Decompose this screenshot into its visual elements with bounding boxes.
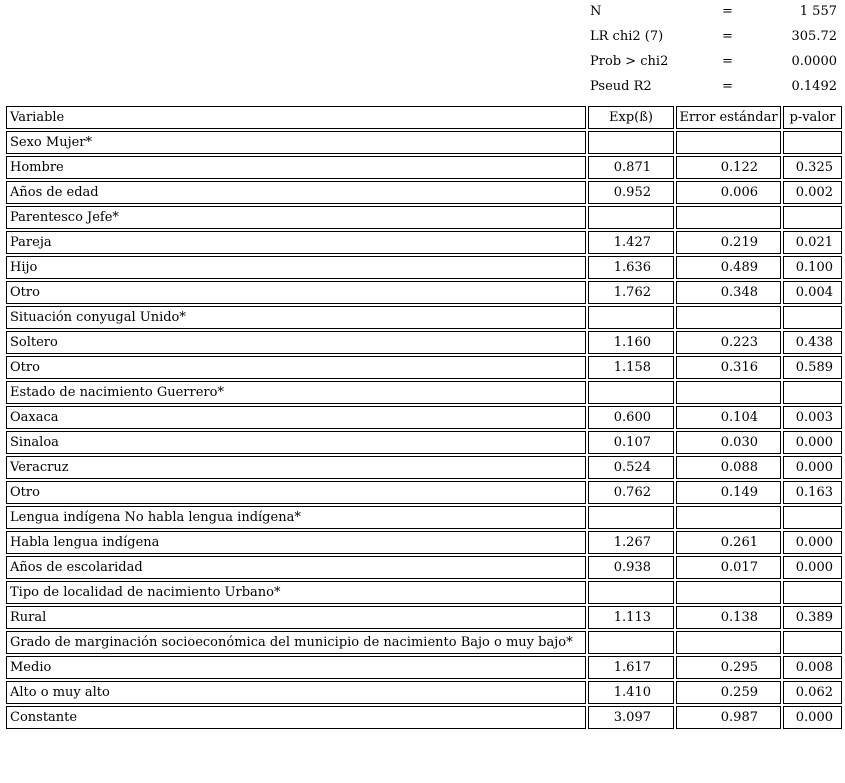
p-value-cell: 0.000 xyxy=(783,556,842,579)
stat-equals-sign: = xyxy=(722,4,733,19)
standard-error-cell: 0.295 xyxy=(676,656,781,679)
group-label: Grado de marginación socioeconómica del municipio de nacimiento Bajo o muy bajo* xyxy=(6,631,586,654)
p-value-cell: 0.438 xyxy=(783,331,842,354)
variable-label: Otro xyxy=(6,356,586,379)
exp-beta-cell xyxy=(588,306,674,329)
table-row xyxy=(6,456,842,479)
p-value-cell xyxy=(783,306,842,329)
group-label: Tipo de localidad de nacimiento Urbano* xyxy=(6,581,586,604)
standard-error-cell: 0.088 xyxy=(676,456,781,479)
stat-row xyxy=(0,50,845,75)
table-group-row xyxy=(6,306,842,329)
p-value-cell: 0.002 xyxy=(783,181,842,204)
exp-beta-cell: 1.427 xyxy=(588,231,674,254)
exp-beta-cell xyxy=(588,506,674,529)
standard-error-cell xyxy=(676,381,781,404)
table-row xyxy=(6,356,842,379)
p-value-cell: 0.589 xyxy=(783,356,842,379)
standard-error-cell xyxy=(676,306,781,329)
regression-table xyxy=(4,104,844,731)
variable-label: Hijo xyxy=(6,256,586,279)
stat-value: 0.0000 xyxy=(791,54,837,69)
table-row xyxy=(6,556,842,579)
exp-beta-cell: 1.160 xyxy=(588,331,674,354)
group-label: Estado de nacimiento Guerrero* xyxy=(6,381,586,404)
p-value-cell: 0.008 xyxy=(783,656,842,679)
header-exp-beta: Exp(ß) xyxy=(588,106,674,129)
exp-beta-cell: 1.617 xyxy=(588,656,674,679)
exp-beta-cell: 1.636 xyxy=(588,256,674,279)
table-row xyxy=(6,181,842,204)
standard-error-cell: 0.348 xyxy=(676,281,781,304)
table-group-row xyxy=(6,381,842,404)
exp-beta-cell: 1.158 xyxy=(588,356,674,379)
table-row xyxy=(6,656,842,679)
exp-beta-cell: 0.524 xyxy=(588,456,674,479)
table-row xyxy=(6,406,842,429)
standard-error-cell: 0.030 xyxy=(676,431,781,454)
standard-error-cell xyxy=(676,506,781,529)
table-row xyxy=(6,531,842,554)
table-row xyxy=(6,481,842,504)
table-row xyxy=(6,156,842,179)
p-value-cell: 0.062 xyxy=(783,681,842,704)
exp-beta-cell: 0.952 xyxy=(588,181,674,204)
table-group-row xyxy=(6,206,842,229)
group-label: Parentesco Jefe* xyxy=(6,206,586,229)
variable-label: Soltero xyxy=(6,331,586,354)
variable-label: Habla lengua indígena xyxy=(6,531,586,554)
table-row xyxy=(6,706,842,729)
stat-row xyxy=(0,25,845,50)
variable-label: Pareja xyxy=(6,231,586,254)
variable-label: Veracruz xyxy=(6,456,586,479)
header-standard-error: Error estándar xyxy=(676,106,781,129)
standard-error-cell: 0.261 xyxy=(676,531,781,554)
table-row xyxy=(6,231,842,254)
p-value-cell xyxy=(783,206,842,229)
table-group-row xyxy=(6,581,842,604)
p-value-cell: 0.004 xyxy=(783,281,842,304)
table-group-row xyxy=(6,131,842,154)
p-value-cell: 0.100 xyxy=(783,256,842,279)
table-header-row xyxy=(6,106,842,129)
variable-label: Años de edad xyxy=(6,181,586,204)
variable-label: Medio xyxy=(6,656,586,679)
exp-beta-cell: 3.097 xyxy=(588,706,674,729)
stat-value: 305.72 xyxy=(791,29,837,44)
standard-error-cell: 0.223 xyxy=(676,331,781,354)
variable-label: Sinaloa xyxy=(6,431,586,454)
standard-error-cell: 0.219 xyxy=(676,231,781,254)
p-value-cell: 0.000 xyxy=(783,531,842,554)
standard-error-cell xyxy=(676,581,781,604)
group-label: Sexo Mujer* xyxy=(6,131,586,154)
p-value-cell: 0.325 xyxy=(783,156,842,179)
stat-row xyxy=(0,75,845,100)
p-value-cell xyxy=(783,381,842,404)
standard-error-cell: 0.489 xyxy=(676,256,781,279)
table-row xyxy=(6,281,842,304)
stat-equals-sign: = xyxy=(722,54,733,69)
variable-label: Rural xyxy=(6,606,586,629)
table-body xyxy=(6,131,842,729)
exp-beta-cell xyxy=(588,206,674,229)
variable-label: Otro xyxy=(6,281,586,304)
standard-error-cell: 0.149 xyxy=(676,481,781,504)
stat-label: Pseud R2 xyxy=(590,79,652,94)
standard-error-cell: 0.987 xyxy=(676,706,781,729)
stat-equals-sign: = xyxy=(722,29,733,44)
p-value-cell: 0.021 xyxy=(783,231,842,254)
variable-label: Hombre xyxy=(6,156,586,179)
header-p-value: p-valor xyxy=(783,106,842,129)
standard-error-cell xyxy=(676,206,781,229)
stat-equals-sign: = xyxy=(722,79,733,94)
exp-beta-cell: 0.107 xyxy=(588,431,674,454)
stat-value: 1 557 xyxy=(799,4,837,19)
table-group-row xyxy=(6,631,842,654)
exp-beta-cell xyxy=(588,581,674,604)
exp-beta-cell xyxy=(588,131,674,154)
variable-label: Constante xyxy=(6,706,586,729)
stat-row xyxy=(0,0,845,25)
group-label: Situación conyugal Unido* xyxy=(6,306,586,329)
standard-error-cell: 0.017 xyxy=(676,556,781,579)
standard-error-cell: 0.259 xyxy=(676,681,781,704)
table-group-row xyxy=(6,506,842,529)
exp-beta-cell: 1.267 xyxy=(588,531,674,554)
standard-error-cell xyxy=(676,131,781,154)
exp-beta-cell: 1.410 xyxy=(588,681,674,704)
variable-label: Alto o muy alto xyxy=(6,681,586,704)
p-value-cell xyxy=(783,131,842,154)
table-row xyxy=(6,606,842,629)
p-value-cell: 0.000 xyxy=(783,431,842,454)
p-value-cell: 0.389 xyxy=(783,606,842,629)
exp-beta-cell xyxy=(588,381,674,404)
standard-error-cell: 0.122 xyxy=(676,156,781,179)
p-value-cell xyxy=(783,506,842,529)
exp-beta-cell: 1.762 xyxy=(588,281,674,304)
table-row xyxy=(6,331,842,354)
group-label: Lengua indígena No habla lengua indígena* xyxy=(6,506,586,529)
standard-error-cell: 0.006 xyxy=(676,181,781,204)
exp-beta-cell: 0.762 xyxy=(588,481,674,504)
p-value-cell: 0.003 xyxy=(783,406,842,429)
exp-beta-cell xyxy=(588,631,674,654)
p-value-cell xyxy=(783,581,842,604)
standard-error-cell: 0.104 xyxy=(676,406,781,429)
stat-label: N xyxy=(590,4,602,19)
p-value-cell: 0.163 xyxy=(783,481,842,504)
variable-label: Años de escolaridad xyxy=(6,556,586,579)
p-value-cell: 0.000 xyxy=(783,706,842,729)
stat-value: 0.1492 xyxy=(791,79,837,94)
standard-error-cell xyxy=(676,631,781,654)
stat-label: LR chi2 (7) xyxy=(590,29,664,44)
table-row xyxy=(6,431,842,454)
p-value-cell xyxy=(783,631,842,654)
variable-label: Oaxaca xyxy=(6,406,586,429)
table-row xyxy=(6,681,842,704)
exp-beta-cell: 0.871 xyxy=(588,156,674,179)
p-value-cell: 0.000 xyxy=(783,456,842,479)
standard-error-cell: 0.316 xyxy=(676,356,781,379)
standard-error-cell: 0.138 xyxy=(676,606,781,629)
table-row xyxy=(6,256,842,279)
exp-beta-cell: 0.938 xyxy=(588,556,674,579)
exp-beta-cell: 0.600 xyxy=(588,406,674,429)
variable-label: Otro xyxy=(6,481,586,504)
header-variable: Variable xyxy=(6,106,586,129)
exp-beta-cell: 1.113 xyxy=(588,606,674,629)
stat-label: Prob > chi2 xyxy=(590,54,669,69)
model-statistics xyxy=(0,0,845,104)
